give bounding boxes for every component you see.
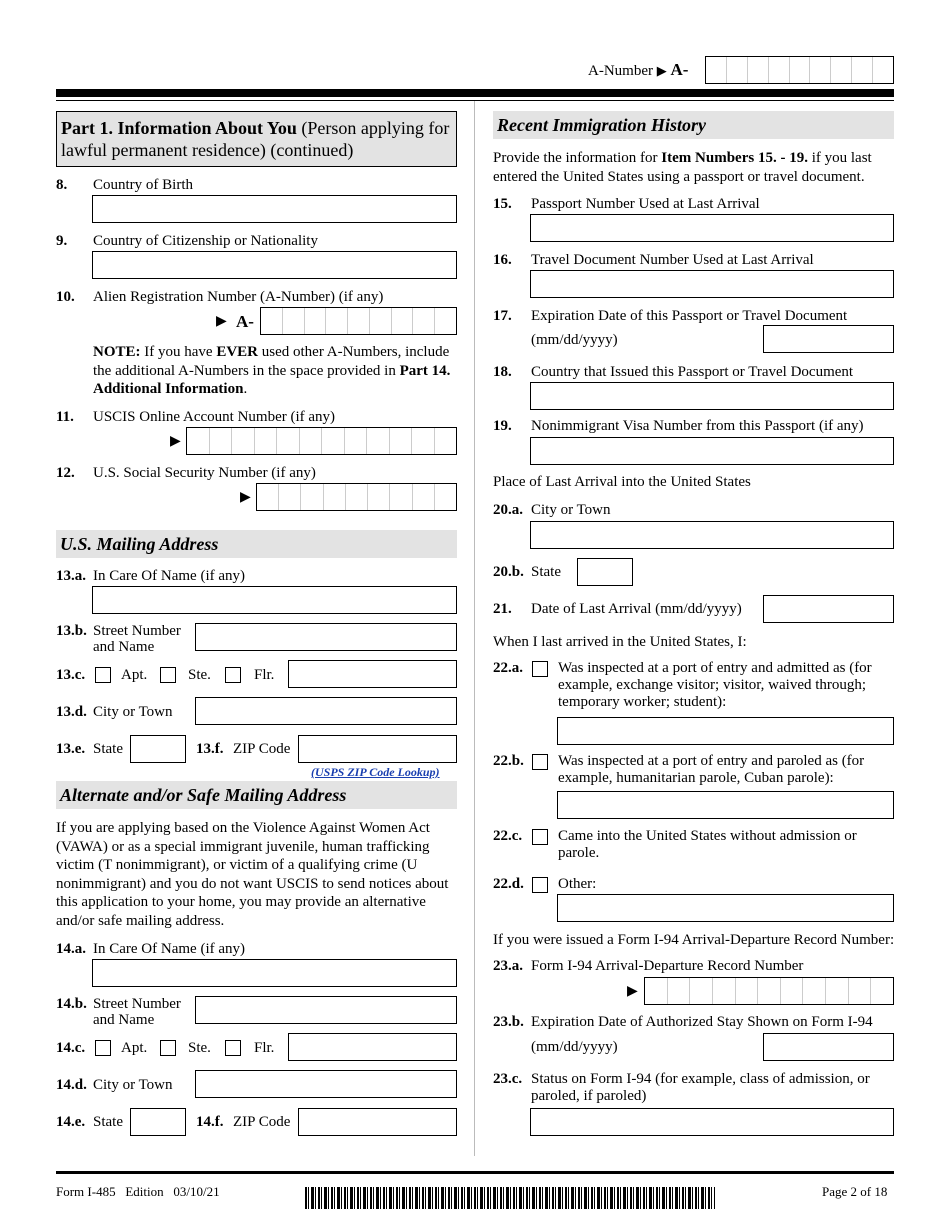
alt-city-field[interactable] xyxy=(195,1070,457,1098)
alt-zip-field[interactable] xyxy=(298,1108,457,1136)
arrow-right-icon: ▶ xyxy=(170,434,181,449)
q21-number: 21. xyxy=(493,601,512,617)
admitted-checkbox[interactable] xyxy=(532,661,548,677)
q23b-date-format: (mm/dd/yyyy) xyxy=(531,1039,618,1055)
q14b-number: 14.b. xyxy=(56,996,87,1012)
i94-expiration-date-field[interactable] xyxy=(763,1033,894,1061)
q15-label: Passport Number Used at Last Arrival xyxy=(531,196,760,212)
alt-state-select[interactable] xyxy=(130,1108,186,1136)
q23b-label: Expiration Date of Authorized Stay Shown on Form I-94 xyxy=(531,1014,873,1030)
q22c-label: Came into the United States without admission or parole. xyxy=(558,828,857,861)
flr-label: Flr. xyxy=(254,667,275,683)
q18-number: 18. xyxy=(493,364,512,380)
q14d-label: City or Town xyxy=(93,1077,173,1093)
q20b-number: 20.b. xyxy=(493,564,524,580)
i94-number-input[interactable] xyxy=(644,977,894,1005)
q14a-number: 14.a. xyxy=(56,941,86,957)
q13f-label: ZIP Code xyxy=(233,741,291,757)
immigration-history-intro: Provide the information for Item Numbers 15. - 19. if you last entered the United States using a passport or travel document. xyxy=(493,150,872,185)
passport-country-field[interactable] xyxy=(530,382,894,410)
q10-a-prefix: A- xyxy=(236,312,254,331)
column-divider xyxy=(474,101,475,1156)
q14e-number: 14.e. xyxy=(56,1114,86,1130)
last-arrival-label: When I last arrived in the United States, I: xyxy=(493,634,747,650)
part1-subtitle: (Person applying for lawful permanent residence) (continued) xyxy=(61,118,450,160)
q13d-label: City or Town xyxy=(93,704,173,720)
q13b-label-line2: and Name xyxy=(93,639,155,655)
other-field[interactable] xyxy=(557,894,894,922)
mailing-unit-field[interactable] xyxy=(288,660,457,688)
q12-label: U.S. Social Security Number (if any) xyxy=(93,465,316,481)
q22a-label: Was inspected at a port of entry and admitted as (for example, exchange visitor; visitor, waived through; temporary worker; student): xyxy=(558,660,872,710)
mailing-city-field[interactable] xyxy=(195,697,457,725)
arrow-right-icon: ▶ xyxy=(240,490,251,505)
q23c-number: 23.c. xyxy=(493,1071,523,1087)
alt-street-field[interactable] xyxy=(195,996,457,1024)
travel-document-number-field[interactable] xyxy=(530,270,894,298)
q20b-label: State xyxy=(531,564,561,580)
q9-number: 9. xyxy=(56,233,68,249)
part1-title-box xyxy=(56,111,457,167)
arrival-state-select[interactable] xyxy=(577,558,633,586)
q17-number: 17. xyxy=(493,308,512,324)
q23a-label: Form I-94 Arrival-Departure Record Number xyxy=(531,958,804,974)
i94-intro: If you were issued a Form I-94 Arrival-Departure Record Number: xyxy=(493,932,895,948)
ste-label: Ste. xyxy=(188,1040,211,1056)
q14f-label: ZIP Code xyxy=(233,1114,291,1130)
ste-label: Ste. xyxy=(188,667,211,683)
zip-lookup-link[interactable]: (USPS ZIP Code Lookup) xyxy=(311,765,440,779)
passport-expiration-date-field[interactable] xyxy=(763,325,894,353)
paroled-as-field[interactable] xyxy=(557,791,894,819)
mailing-street-field[interactable] xyxy=(195,623,457,651)
arrival-date-field[interactable] xyxy=(763,595,894,623)
q15-number: 15. xyxy=(493,196,512,212)
footer-rule xyxy=(56,1171,894,1174)
part1-title: Part 1. Information About You xyxy=(61,118,297,138)
q19-label: Nonimmigrant Visa Number from this Passport (if any) xyxy=(531,418,864,434)
header-rule-thick xyxy=(56,89,894,97)
mailing-in-care-of-field[interactable] xyxy=(92,586,457,614)
mailing-ste-checkbox[interactable] xyxy=(160,667,176,683)
passport-number-field[interactable] xyxy=(530,214,894,242)
q16-label: Travel Document Number Used at Last Arrival xyxy=(531,252,814,268)
q18-label: Country that Issued this Passport or Travel Document xyxy=(531,364,854,380)
q9-label: Country of Citizenship or Nationality xyxy=(93,233,318,249)
q22b-number: 22.b. xyxy=(493,753,524,769)
alt-flr-checkbox[interactable] xyxy=(225,1040,241,1056)
alt-in-care-of-field[interactable] xyxy=(92,959,457,987)
header-a-number-input[interactable] xyxy=(705,56,894,84)
arrow-right-icon: ▶ xyxy=(216,314,227,329)
country-of-citizenship-field[interactable] xyxy=(92,251,457,279)
q13e-label: State xyxy=(93,741,123,757)
q14f-number: 14.f. xyxy=(196,1114,224,1130)
q23c-label: Status on Form I-94 (for example, class of admission, or paroled, if paroled) xyxy=(531,1071,870,1104)
q13b-label-line1: Street Number xyxy=(93,623,181,639)
paroled-checkbox[interactable] xyxy=(532,754,548,770)
q13a-number: 13.a. xyxy=(56,568,86,584)
q14b-label-line1: Street Number xyxy=(93,996,181,1012)
a-number-input[interactable] xyxy=(260,307,457,335)
visa-number-field[interactable] xyxy=(530,437,894,465)
alternate-address-heading: Alternate and/or Safe Mailing Address xyxy=(56,781,457,809)
q14c-number: 14.c. xyxy=(56,1040,86,1056)
q21-label: Date of Last Arrival (mm/dd/yyyy) xyxy=(531,601,742,617)
a-number-label: A-Number xyxy=(588,63,653,79)
mailing-flr-checkbox[interactable] xyxy=(225,667,241,683)
q10-number: 10. xyxy=(56,289,75,305)
q12-number: 12. xyxy=(56,465,75,481)
place-of-arrival-label: Place of Last Arrival into the United States xyxy=(493,474,751,490)
q20a-number: 20.a. xyxy=(493,502,523,518)
mailing-state-select[interactable] xyxy=(130,735,186,763)
immigration-history-heading: Recent Immigration History xyxy=(493,111,894,139)
q14b-label-line2: and Name xyxy=(93,1012,155,1028)
ssn-input[interactable] xyxy=(256,483,457,511)
alternate-address-instructions: If you are applying based on the Violence Against Women Act (VAWA) or as a special immigrant juvenile, human trafficking victim (T nonimmigrant), or victim of a qualifying crime (U nonimmigrant) and you do not want USCIS to send notices about this application to your home, you may provide an alternative and/or safe mailing address. xyxy=(56,820,449,929)
q13a-label: In Care Of Name (if any) xyxy=(93,568,246,584)
q14e-label: State xyxy=(93,1114,123,1130)
q22d-label: Other: xyxy=(558,876,597,892)
q10-label: Alien Registration Number (A-Number) (if any) xyxy=(93,289,384,305)
q22b-label: Was inspected at a port of entry and paroled as (for example, humanitarian parole, Cuban parole): xyxy=(558,753,865,786)
alt-ste-checkbox[interactable] xyxy=(160,1040,176,1056)
apt-label: Apt. xyxy=(121,1040,148,1056)
q14a-label: In Care Of Name (if any) xyxy=(93,941,246,957)
q23a-number: 23.a. xyxy=(493,958,523,974)
q11-number: 11. xyxy=(56,409,74,425)
q22d-number: 22.d. xyxy=(493,876,524,892)
i94-status-field[interactable] xyxy=(530,1108,894,1136)
arrow-right-icon: ▶ xyxy=(656,63,667,78)
q13c-number: 13.c. xyxy=(56,667,86,683)
arrival-city-field[interactable] xyxy=(530,521,894,549)
a-number-header xyxy=(588,60,688,80)
q11-label: USCIS Online Account Number (if any) xyxy=(93,409,336,425)
header-rule-thin xyxy=(56,100,894,101)
apt-label: Apt. xyxy=(121,667,148,683)
q8-number: 8. xyxy=(56,177,68,193)
flr-label: Flr. xyxy=(254,1040,275,1056)
q22c-number: 22.c. xyxy=(493,828,523,844)
arrow-right-icon: ▶ xyxy=(627,984,638,999)
alt-apt-checkbox[interactable] xyxy=(95,1040,111,1056)
q13f-number: 13.f. xyxy=(196,741,224,757)
q19-number: 19. xyxy=(493,418,512,434)
admitted-as-field[interactable] xyxy=(557,717,894,745)
form-edition: Form I-485 Edition 03/10/21 xyxy=(56,1184,220,1199)
q17-label: Expiration Date of this Passport or Travel Document xyxy=(531,308,848,324)
mailing-address-heading: U.S. Mailing Address xyxy=(56,530,457,558)
mailing-zip-field[interactable] xyxy=(298,735,457,763)
alt-unit-field[interactable] xyxy=(288,1033,457,1061)
q8-label: Country of Birth xyxy=(93,177,193,193)
q13e-number: 13.e. xyxy=(56,741,86,757)
uscis-account-number-input[interactable] xyxy=(186,427,457,455)
other-checkbox[interactable] xyxy=(532,877,548,893)
country-of-birth-field[interactable] xyxy=(92,195,457,223)
page-number: Page 2 of 18 xyxy=(822,1184,888,1199)
q16-number: 16. xyxy=(493,252,512,268)
no-admission-checkbox[interactable] xyxy=(532,829,548,845)
q17-date-format: (mm/dd/yyyy) xyxy=(531,332,618,348)
q22a-number: 22.a. xyxy=(493,660,523,676)
q23b-number: 23.b. xyxy=(493,1014,524,1030)
q14d-number: 14.d. xyxy=(56,1077,87,1093)
q20a-label: City or Town xyxy=(531,502,611,518)
a-number-note: NOTE: If you have EVER used other A-Numbers, include the additional A-Numbers in the space provided in Part 14. Additional Information. xyxy=(93,344,451,397)
a-prefix: A- xyxy=(670,60,689,79)
q13b-number: 13.b. xyxy=(56,623,87,639)
barcode xyxy=(305,1187,715,1209)
q13d-number: 13.d. xyxy=(56,704,87,720)
mailing-apt-checkbox[interactable] xyxy=(95,667,111,683)
